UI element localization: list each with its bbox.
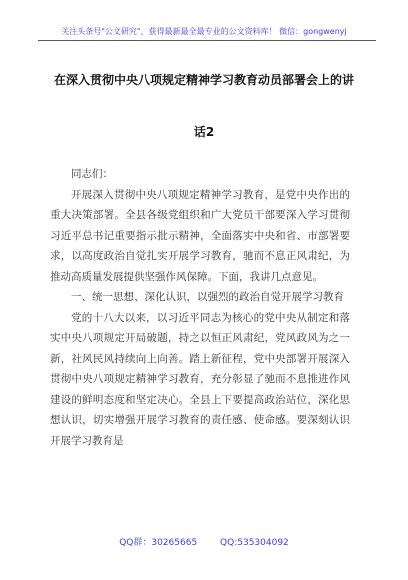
header-note: 关注头条号"公文研究"，获得最新最全最专业的公文资料库！ 微信：gongwenyj	[61, 27, 347, 36]
footer-qq-group: QQ群：30265665	[119, 538, 198, 548]
footer-qq: QQ:535304092	[220, 538, 289, 548]
document-title-continuation: 话2	[193, 125, 215, 139]
header-divider	[38, 40, 376, 41]
footer	[0, 535, 408, 548]
document-body	[50, 164, 350, 451]
section-heading-1: 一、统一思想、深化认识，以强烈的政治自觉开展学习教育	[71, 291, 344, 303]
document-title: 在深入贯彻中央八项规定精神学习教育动员部署会上的讲	[53, 73, 354, 87]
greeting: 同志们：	[71, 168, 113, 180]
paragraph-intro: 开展深入贯彻中央八项规定精神学习教育，是党中央作出的重大决策部署。全县各级党组织和广大党员干部要深入学习贯彻习近平总书记重要指示批示精神，全面落实中央和省、市部署要求，以高度政治自觉扎实开展学习教育，驰而不息正风肃纪，为推动高质量发展提供坚强作风保障。下面，我讲几点意见。	[50, 188, 350, 283]
paragraph-section-1: 党的十八大以来，以习近平同志为核心的党中央从制定和落实中央八项规定开局破题，持之以恒正风肃纪，党风政风为之一新，社风民风持续向上向善。踏上新征程，党中央部署开展深入贯彻中央八项规定精神学习教育，充分彰显了驰而不息推进作风建设的鲜明态度和坚定决心。全县上下要提高政治站位，深化思想认识，切实增强开展学习教育的责任感、使命感。要深刻认识开展学习教育是	[50, 311, 350, 447]
